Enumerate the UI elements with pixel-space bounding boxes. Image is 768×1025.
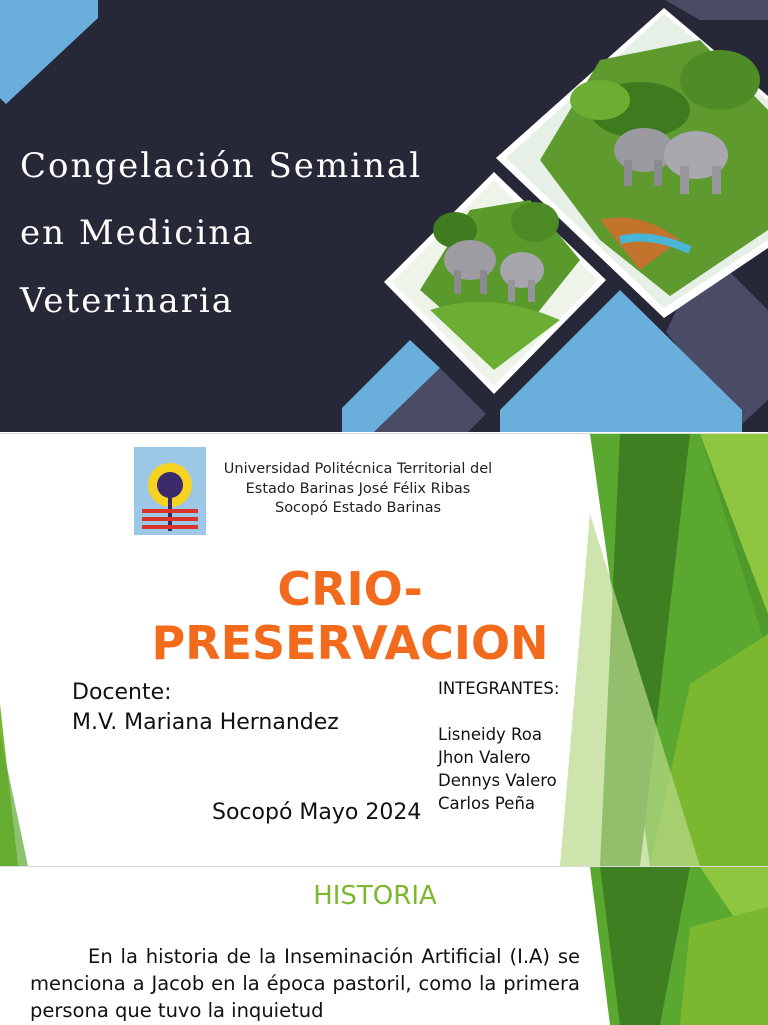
university-logo <box>134 447 206 535</box>
university-name <box>200 460 516 519</box>
members-block <box>438 677 559 815</box>
member-name: Lisneidy Roa <box>438 725 542 744</box>
title-line-1: CRIO- <box>277 562 423 616</box>
history-slide <box>0 866 768 1025</box>
title-line-2: PRESERVACION <box>151 616 549 670</box>
title-line-2: en Medicina <box>20 213 255 253</box>
cover-slide <box>0 433 768 866</box>
section-heading: HISTORIA <box>313 881 437 911</box>
slate-top-shape <box>665 0 768 20</box>
university-line-3: Socopó Estado Barinas <box>274 500 442 516</box>
members-label: INTEGRANTES: <box>438 679 560 698</box>
university-line-1: Universidad Politécnica Territorial del <box>223 461 493 477</box>
sun-palm-logo-icon <box>134 447 206 535</box>
teacher-block <box>72 678 339 738</box>
presentation-date: Socopó Mayo 2024 <box>212 800 422 825</box>
university-line-2: Estado Barinas José Félix Ribas <box>245 480 471 497</box>
teacher-label: Docente: <box>72 680 172 705</box>
member-name: Carlos Peña <box>438 794 536 813</box>
title-line-3: Veterinaria <box>20 281 235 321</box>
member-name: Jhon Valero <box>438 748 531 767</box>
member-name: Dennys Valero <box>438 771 557 790</box>
presentation-title <box>130 562 570 670</box>
teacher-name: M.V. Mariana Hernandez <box>72 710 339 735</box>
title-line-1: Congelación Seminal <box>20 146 423 186</box>
history-paragraph: En la historia de la Inseminación Artificial (I.A) se menciona a Jacob en la época pastoril, como la primera persona que tuvo la inquietud <box>30 945 580 1022</box>
title-slide <box>0 0 768 432</box>
